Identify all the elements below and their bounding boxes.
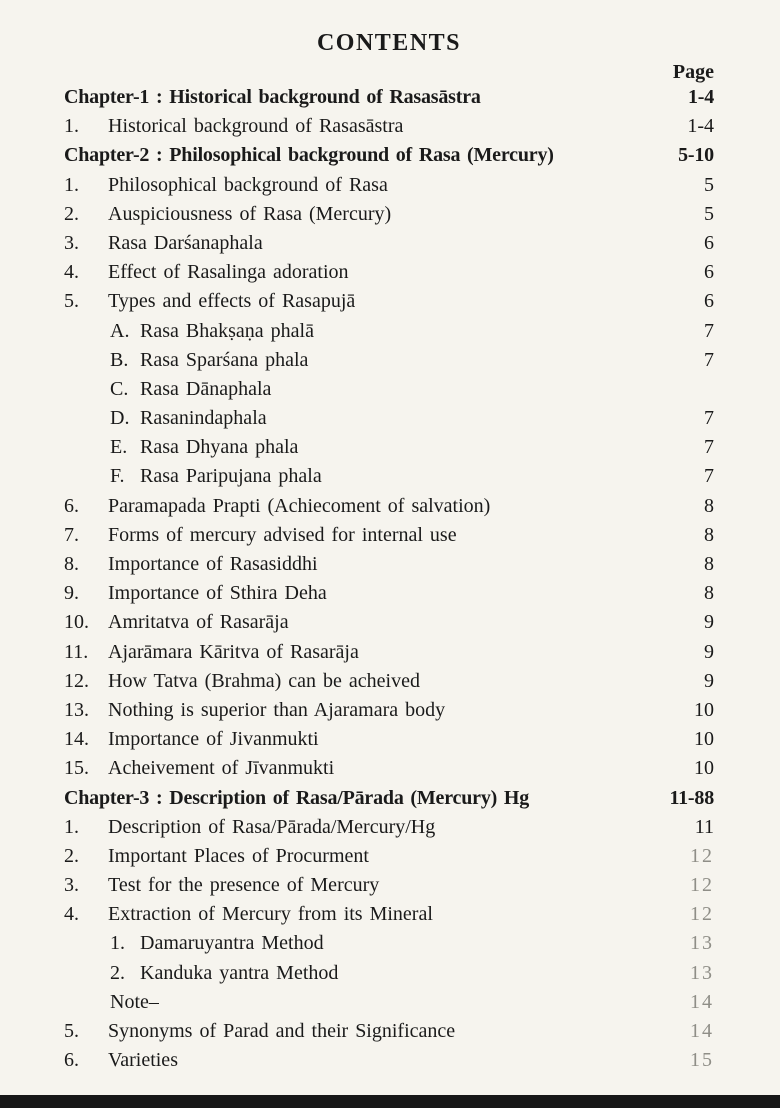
entry-text: Forms of mercury advised for internal use — [108, 523, 457, 546]
entry-number: 2. — [110, 961, 125, 984]
entry-page-number: 7 — [704, 465, 714, 488]
toc-entry — [64, 757, 714, 786]
entry-page-number: 10 — [694, 757, 714, 780]
entry-text: Extraction of Mercury from its Mineral — [108, 903, 433, 926]
entry-page-number: 15 — [690, 1049, 714, 1072]
entry-number: 3. — [64, 874, 79, 897]
toc-entry — [64, 349, 714, 378]
entry-page-number: 5-10 — [678, 144, 714, 167]
toc-entry — [64, 203, 714, 232]
toc-entry — [64, 115, 714, 144]
toc-entry — [64, 582, 714, 611]
scan-edge-bar — [0, 1095, 780, 1108]
toc-entry — [64, 670, 714, 699]
contents-title: CONTENTS — [316, 30, 462, 56]
entry-number: 4. — [64, 903, 79, 926]
toc-entry — [64, 816, 714, 845]
entry-page-number: 5 — [704, 202, 714, 225]
entry-text: Auspiciousness of Rasa (Mercury) — [108, 202, 392, 225]
toc-entry — [64, 86, 714, 115]
entry-text: Importance of Jivanmukti — [108, 728, 319, 751]
entry-text: Chapter-3 : Description of Rasa/Pārada (Mercury) Hg — [64, 786, 530, 809]
toc-entry — [64, 787, 714, 816]
entry-text: Rasa Paripujana phala — [140, 465, 322, 488]
entry-page-number: 9 — [704, 611, 714, 634]
entry-text: Effect of Rasalinga adoration — [108, 261, 349, 284]
toc-entry — [64, 436, 714, 465]
toc-entry — [64, 407, 714, 436]
toc-entry — [64, 962, 714, 991]
entry-page-number: 12 — [690, 903, 714, 926]
entry-text: Rasa Dhyana phala — [140, 436, 299, 459]
entry-number: 6. — [64, 1049, 79, 1072]
entry-number: 3. — [64, 231, 79, 254]
entry-page-number: 5 — [704, 173, 714, 196]
entry-number: F. — [110, 465, 125, 488]
toc-entry — [64, 378, 714, 407]
entry-number: 5. — [64, 1020, 79, 1042]
toc-entry — [64, 320, 714, 349]
entry-text: Amritatva of Rasarāja — [108, 611, 289, 634]
entry-text: Kanduka yantra Method — [140, 961, 339, 984]
entry-text: Important Places of Procurment — [108, 844, 369, 867]
toc-entry — [64, 845, 714, 874]
entry-number: A. — [110, 319, 130, 342]
entry-text: Historical background of Rasasāstra — [108, 115, 404, 138]
entry-page-number: 6 — [704, 290, 714, 313]
entry-number: E. — [110, 436, 128, 459]
toc-entry — [64, 991, 714, 1020]
entry-page-number: 7 — [704, 436, 714, 459]
entry-page-number: 8 — [704, 523, 714, 546]
toc-entry — [64, 903, 714, 932]
entry-number: 2. — [64, 202, 79, 225]
entry-number: 1. — [110, 932, 125, 955]
entry-page-number: 11-88 — [669, 786, 714, 809]
entry-page-number: 7 — [704, 319, 714, 342]
entry-number: 9. — [64, 582, 79, 605]
entry-number: 15. — [64, 757, 89, 780]
entry-number: 13. — [64, 698, 89, 721]
toc-entry — [64, 261, 714, 290]
entry-page-number: 11 — [694, 815, 714, 838]
entry-page-number: 13 — [690, 932, 714, 955]
toc-entry — [64, 465, 714, 494]
entry-page-number: 8 — [704, 582, 714, 605]
entry-number: 1. — [64, 115, 79, 138]
toc-entry — [64, 728, 714, 757]
entry-text: Rasa Bhakṣaṇa phalā — [140, 319, 314, 342]
entry-page-number: 9 — [704, 669, 714, 692]
toc-entry — [64, 290, 714, 319]
entry-number: 1. — [64, 815, 79, 838]
entry-number: B. — [110, 348, 129, 371]
entry-page-number: 10 — [694, 728, 714, 751]
entry-text: Chapter-1 : Historical background of Rasasāstra — [64, 86, 481, 108]
toc-entry — [64, 874, 714, 903]
entry-text: Rasa Darśanaphala — [108, 231, 263, 254]
toc-entry — [64, 232, 714, 261]
toc-entry — [64, 611, 714, 640]
entry-page-number: 1-4 — [687, 115, 714, 138]
entry-page-number: 7 — [704, 348, 714, 371]
entry-page-number: 13 — [690, 961, 714, 984]
entry-text: How Tatva (Brahma) can be acheived — [108, 669, 420, 692]
entry-text: Synonyms of Parad and their Significance — [108, 1020, 456, 1042]
entry-text: Importance of Sthira Deha — [108, 582, 327, 605]
entry-number: 2. — [64, 844, 79, 867]
toc-entry — [64, 553, 714, 582]
entry-page-number: 12 — [690, 874, 714, 897]
entry-number: 6. — [64, 494, 79, 517]
entry-text: Nothing is superior than Ajaramara body — [108, 698, 446, 721]
entry-text: Paramapada Prapti (Achiecoment of salvation) — [108, 494, 491, 517]
entry-page-number: 10 — [694, 698, 714, 721]
entry-number: 1. — [64, 173, 79, 196]
entry-text: Ajarāmara Kāritva of Rasarāja — [108, 640, 359, 663]
toc-entry — [64, 144, 714, 173]
toc-entry — [64, 495, 714, 524]
entry-number: 14. — [64, 728, 89, 751]
toc-entry — [64, 641, 714, 670]
toc-entry — [64, 174, 714, 203]
entry-text: Types and effects of Rasapujā — [108, 290, 356, 313]
entry-page-number: 12 — [690, 844, 714, 867]
entry-text: Importance of Rasasiddhi — [108, 553, 318, 575]
entry-number: D. — [110, 407, 130, 430]
entry-page-number: 8 — [704, 494, 714, 517]
entry-text: Varieties — [108, 1049, 178, 1072]
page-column-header: Page — [672, 61, 714, 83]
entry-page-number: 14 — [690, 1020, 714, 1042]
entry-text: Note– — [110, 990, 159, 1013]
entry-page-number: 6 — [704, 231, 714, 254]
entry-text: Rasanindaphala — [140, 407, 267, 430]
entry-number: 8. — [64, 553, 79, 575]
toc-entry — [64, 1049, 714, 1078]
entry-page-number: 8 — [704, 553, 714, 575]
entry-number: 10. — [64, 611, 89, 634]
entry-text: Description of Rasa/Pārada/Mercury/Hg — [108, 815, 436, 838]
entry-text: Damaruyantra Method — [140, 932, 324, 955]
entry-text: Philosophical background of Rasa — [108, 173, 388, 196]
toc-entry — [64, 699, 714, 728]
entry-text: Rasa Dānaphala — [140, 377, 272, 400]
entry-page-number: 7 — [704, 407, 714, 430]
toc-entry — [64, 524, 714, 553]
toc-list — [64, 86, 714, 1078]
entry-text: Acheivement of Jīvanmukti — [108, 757, 335, 780]
entry-number: 5. — [64, 290, 79, 313]
entry-page-number: 6 — [704, 261, 714, 284]
entry-number: 11. — [64, 640, 89, 663]
entry-page-number: 1-4 — [687, 86, 714, 108]
entry-text: Rasa Sparśana phala — [140, 348, 309, 371]
entry-number: 12. — [64, 669, 89, 692]
entry-number: 4. — [64, 261, 79, 284]
entry-number: C. — [110, 377, 129, 400]
entry-text: Test for the presence of Mercury — [108, 874, 380, 897]
entry-text: Chapter-2 : Philosophical background of Rasa (Mercury) — [64, 144, 554, 167]
toc-entry — [64, 932, 714, 961]
entry-page-number: 9 — [704, 640, 714, 663]
entry-number: 7. — [64, 523, 79, 546]
toc-entry — [64, 1020, 714, 1049]
entry-page-number: 14 — [690, 990, 714, 1013]
